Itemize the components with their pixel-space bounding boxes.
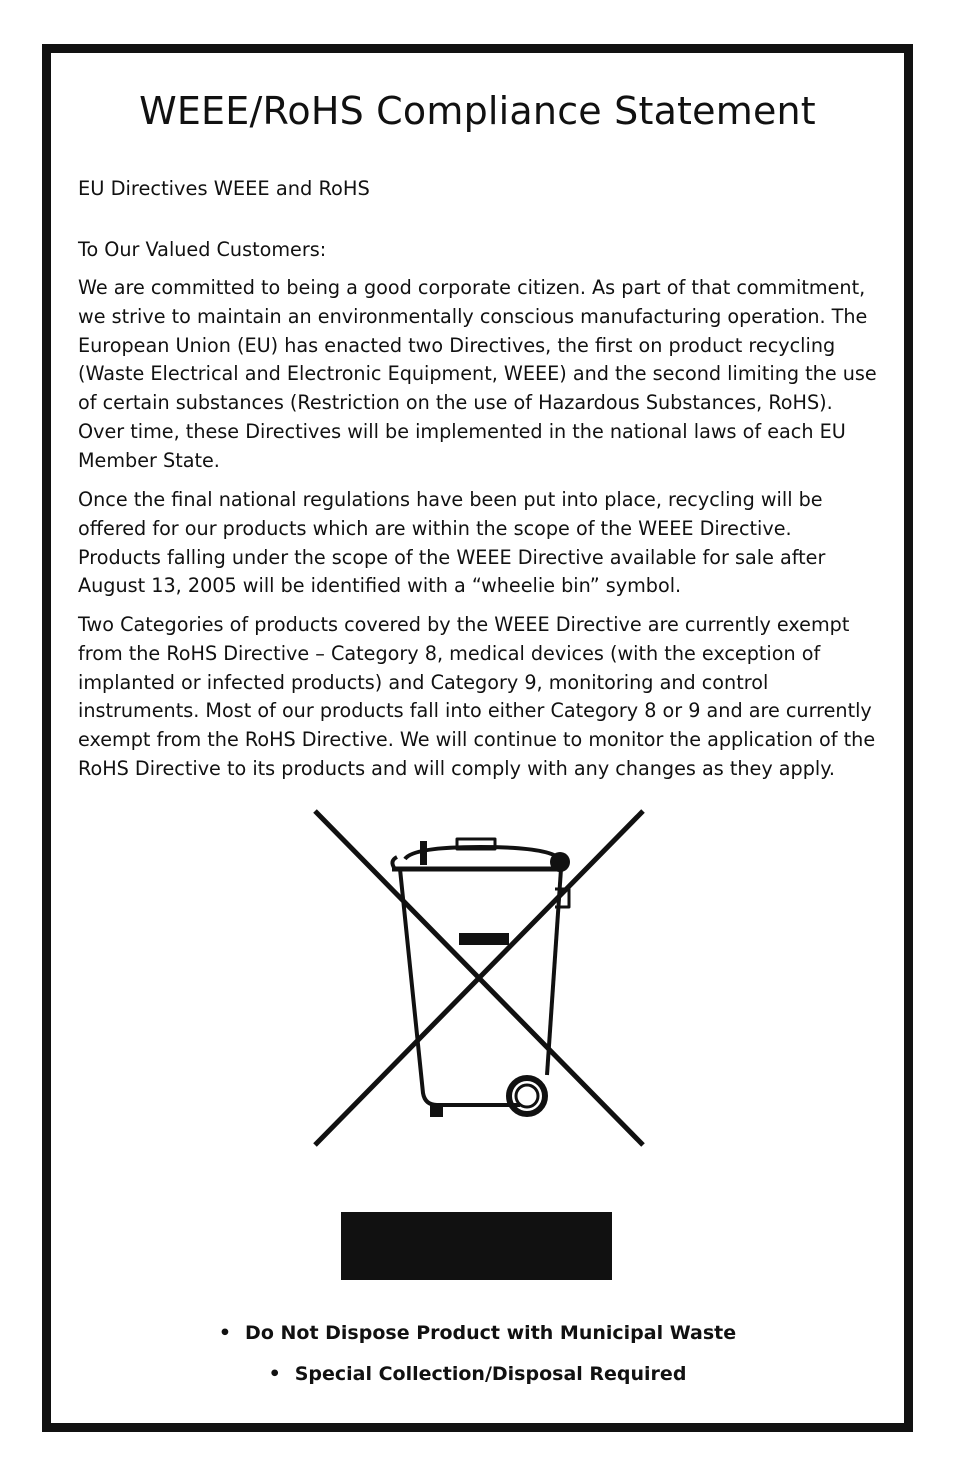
list-item [51,1313,904,1354]
paragraph-commitment: We are committed to being a good corporate citizen. As part of that commitment, we strive to maintain an environmentally conscious manufacturing operation. The European Union (EU) has enacted two Directives, the first on product recycling (Waste Electrical and Electronic Equipment, WEEE) and the second limiting the use of certain substances (Restriction on the use of Hazardous Substances, RoHS). Over time, these Directives will be implemented in the national laws of each EU Member State. [78,276,877,472]
crossed-out-wheelie-bin-icon [305,803,655,1153]
document-frame [42,44,913,1432]
black-bar [341,1212,612,1280]
bullet-text: Do Not Dispose Product with Municipal Waste [245,1322,737,1344]
page-title: WEEE/RoHS Compliance Statement [139,89,816,133]
disposal-notice-list [51,1313,904,1395]
bullet-icon: • [268,1363,281,1385]
paragraph-exemptions: Two Categories of products covered by the WEEE Directive are currently exempt from the RoHS Directive – Category 8, medical devices (with the exception of implanted or infected products) and Category 9, monitoring and control instruments. Most of our products fall into either Category 8 or 9 and are currently exempt from the RoHS Directive. We will continue to monitor the application of the RoHS Directive to its products and will comply with any changes as they apply. [78,613,876,780]
list-item [51,1354,904,1395]
section-subtitle: EU Directives WEEE and RoHS [78,177,370,200]
salutation: To Our Valued Customers: [78,238,327,261]
bullet-icon: • [218,1322,232,1344]
bullet-text: Special Collection/Disposal Required [294,1363,687,1385]
paragraph-recycling: Once the final national regulations have been put into place, recycling will be offered for our products which are within the scope of the WEEE Directive. Products falling under the scope of the WEEE Directive available for sale after August 13, 2005 will be identified with a “wheelie bin” symbol. [78,488,826,598]
